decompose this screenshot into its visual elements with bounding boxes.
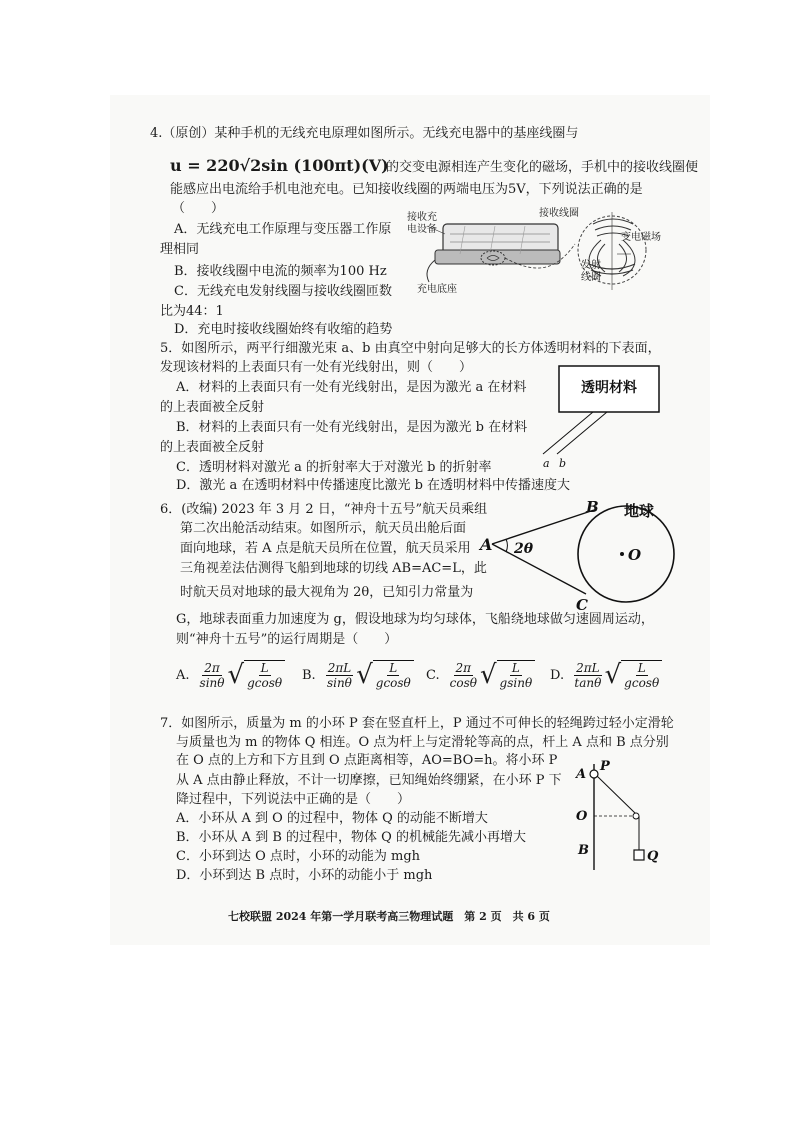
q4-wireless-charger-figure — [405, 204, 661, 296]
q6-fig-label-earth: 地球 — [624, 502, 655, 520]
q4-option-d: D．充电时接收线圈始终有收缩的趋势 — [174, 322, 393, 337]
q7-fig-label-o: O — [576, 809, 588, 824]
q6-option-a-letter: A. — [176, 667, 190, 683]
q5-line2: 发现该材料的上表面只有一处有光线射出，则（ ） — [160, 360, 473, 375]
q4-option-a-1: A．无线充电工作原理与变压器工作原 — [174, 222, 392, 237]
q6-line6: G，地球表面重力加速度为 g，假设地球为均匀球体，飞船绕地球做匀速圆周运动， — [176, 612, 654, 627]
q4-option-c-2: 比为44：1 — [160, 304, 224, 319]
q7-line1: 7．如图所示，质量为 m 的小环 P 套在竖直杆上，P 通过不可伸长的轻绳跨过轻小定滑轮 — [160, 716, 674, 731]
q7-option-d: D．小环到达 B 点时，小环的动能小于 mgh — [176, 868, 433, 883]
q6-line7: 则“神舟十五号”的运行周期是（ ） — [176, 632, 398, 647]
q6-option-d-rnum: L — [637, 661, 646, 675]
q6-option-b-num: 2πL — [327, 660, 352, 675]
q4-option-b: B．接收线圈中电流的频率为100 Hz — [174, 264, 387, 279]
q5-laser-b — [557, 412, 607, 454]
q4-option-a-2: 理相同 — [160, 242, 200, 257]
q7-option-c: C．小环到达 O 点时，小环的动能为 mgh — [176, 849, 421, 864]
q6-option-b-letter: B. — [302, 667, 316, 683]
q6-option-c: C. $\frac{2\pi}{\cos\theta}$ √ L gsinθ — [426, 660, 535, 690]
q5-fig-label-a: a — [543, 457, 550, 470]
q4-fig-label-recv-coil: 接收线圈 — [539, 208, 579, 219]
q6-option-c-rden: gsinθ — [499, 676, 533, 690]
q4-fig-label-base: 充电底座 — [417, 284, 457, 295]
q7-line5: 降过程中，下列说法中正确的是（ ） — [176, 792, 411, 807]
q7-rope — [597, 776, 636, 814]
q7-pulley — [633, 813, 639, 819]
page-footer: 七校联盟 2024 年第一学月联考高三物理试题 第 2 页 共 6 页 — [228, 910, 550, 923]
q6-fig-label-o: O — [628, 546, 642, 564]
q5-transparent-material-figure — [535, 364, 665, 472]
q5-option-b-2: 的上表面被全反射 — [160, 440, 265, 455]
q7-option-a: A．小环从 A 到 O 的过程中，物体 Q 的动能不断增大 — [176, 811, 488, 826]
q7-fig-label-p: P — [600, 759, 610, 774]
q7-line3: 在 O 点的上方和下方且到 O 点距离相等，AO=BO=h。将小环 P — [176, 753, 558, 768]
q7-line2: 与质量也为 m 的物体 Q 相连。O 点为杆上与定滑轮等高的点，杆上 A 点和 B 点分别 — [176, 735, 669, 750]
q6-earth-circle — [578, 506, 674, 602]
q6-option-c-num: 2π — [455, 660, 472, 675]
q6-option-b-rnum: L — [389, 661, 398, 675]
q7-block-q — [634, 850, 644, 860]
q6-option-a-den: sinθ — [199, 675, 225, 690]
q4-line2: 的交变电源相连产生变化的磁场，手机中的接收线圈便 — [386, 160, 699, 175]
q4-fig-label-device-1: 接收充 — [407, 212, 437, 223]
q7-fig-label-q: Q — [647, 849, 659, 864]
q6-line1: 6．(改编) 2023 年 3 月 2 日，“神舟十五号”航天员乘组 — [160, 502, 488, 517]
q5-option-a-1: A．材料的上表面只有一处有光线射出，是因为激光 a 在材料 — [176, 380, 527, 395]
q6-option-d-num: 2πL — [576, 660, 600, 675]
q7-fig-label-b: B — [578, 843, 589, 858]
q6-option-c-letter: C. — [426, 667, 440, 683]
q6-option-a: A. $\frac{2\pi}{\sin\theta}$ √ L gcosθ — [176, 660, 285, 690]
q4-option-c-1: C．无线充电发射线圈与接收线圈匝数 — [174, 284, 392, 299]
q5-option-b-1: B．材料的上表面只有一处有光线射出，是因为激光 b 在材料 — [176, 420, 528, 435]
q6-fig-label-angle: 2θ — [514, 541, 534, 557]
q7-ring-p — [590, 770, 598, 778]
q4-fig-label-emit-1: 发射 — [581, 260, 601, 271]
q4-line1: 4.（原创）某种手机的无线充电原理如图所示。无线充电器中的基座线圈与 — [150, 126, 579, 141]
q6-option-c-den: cosθ — [449, 675, 477, 690]
q6-line5: 时航天员对地球的最大视角为 2θ，已知引力常量为 — [180, 585, 474, 600]
q6-option-a-num: 2π — [204, 660, 220, 675]
q4-answer-paren: （ ） — [172, 201, 225, 216]
q6-option-b-den: sinθ — [326, 675, 352, 690]
q7-option-b: B．小环从 A 到 B 的过程中，物体 Q 的机械能先减小再增大 — [176, 830, 526, 845]
q6-option-b-rden: gcosθ — [375, 676, 411, 690]
q5-option-a-2: 的上表面被全反射 — [160, 400, 265, 415]
q6-line4: 三角视差法估测得飞船到地球的切线 AB=AC=L，此 — [180, 561, 487, 576]
q6-option-a-rden: gcosθ — [247, 676, 283, 690]
q5-option-c: C．透明材料对激光 a 的折射率大于对激光 b 的折射率 — [176, 460, 492, 475]
q6-option-b: B. $\frac{2\pi L}{\sin\theta}$ √ L gcosθ — [302, 660, 414, 690]
q6-earth-tangent-figure — [476, 498, 676, 614]
q7-pulley-figure — [566, 758, 666, 876]
q6-option-d-letter: D. — [550, 667, 565, 683]
q6-option-c-rnum: L — [511, 661, 520, 675]
q6-option-a-rnum: L — [260, 661, 269, 675]
q6-fig-label-a: A — [480, 535, 493, 554]
q4-formula: u = 220√2sin (100πt)(V) — [170, 156, 389, 175]
q5-line1: 5．如图所示，两平行细激光束 a、b 由真空中射向足够大的长方体透明材料的下表面， — [160, 341, 661, 356]
q5-fig-label-b: b — [559, 457, 567, 470]
q4-fig-label-field: 变电磁场 — [621, 232, 661, 243]
q4-fig-label-emit-2: 线圈 — [581, 272, 601, 283]
q6-line3: 面向地球，若 A 点是航天员所在位置，航天员采用 — [180, 541, 471, 556]
q6-option-d-den: tanθ — [574, 675, 602, 690]
q6-option-d-rden: gcosθ — [624, 676, 660, 690]
q4-fig-label-device-2: 电设备 — [407, 224, 437, 235]
q6-fig-label-c: C — [576, 596, 588, 614]
q6-line2: 第二次出舱活动结束。如图所示，航天员出舱后面 — [180, 521, 467, 536]
q7-line4: 从 A 点由静止释放，不计一切摩擦，已知绳始终绷紧，在小环 P 下 — [176, 773, 562, 788]
q6-option-d: D. $\frac{2\pi L}{\tan\theta}$ √ L gcosθ — [550, 660, 662, 690]
q4-line3: 能感应出电流给手机电池充电。已知接收线圈的两端电压为5V，下列说法正确的是 — [170, 182, 643, 197]
q5-laser-a — [543, 412, 593, 454]
q5-option-d: D．激光 a 在透明材料中传播速度比激光 b 在透明材料中传播速度大 — [176, 478, 571, 493]
q6-fig-label-b: B — [586, 498, 599, 516]
q7-fig-label-a: A — [576, 767, 587, 782]
q5-fig-label-material: 透明材料 — [581, 380, 637, 396]
q6-tangent-ab — [492, 510, 594, 544]
